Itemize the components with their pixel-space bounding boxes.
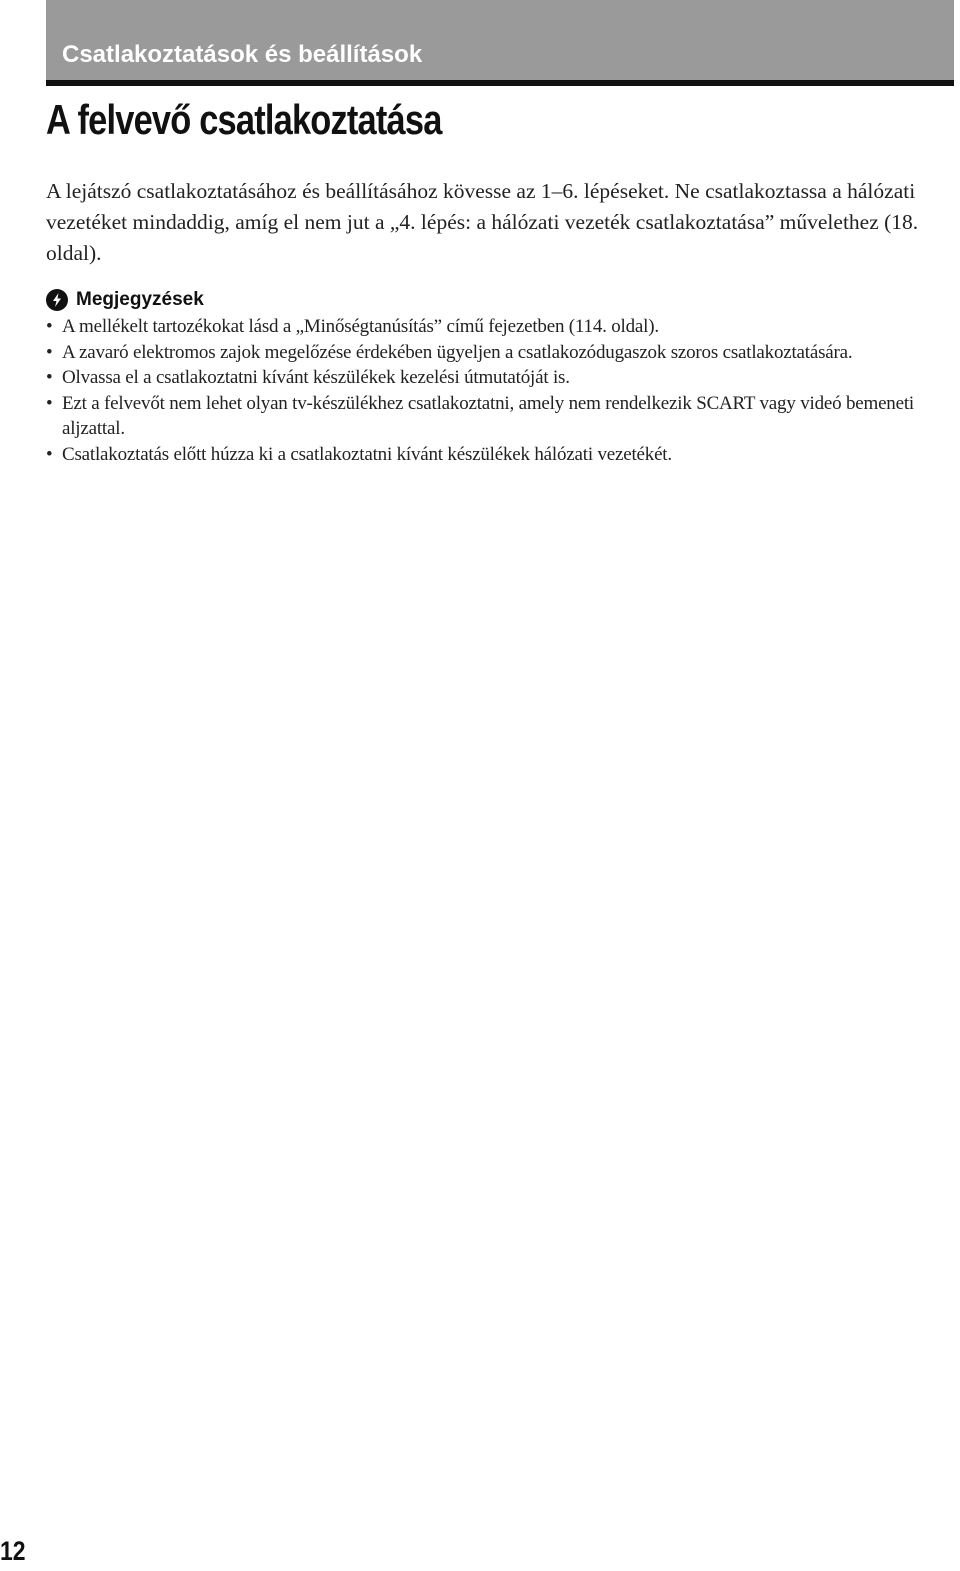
page-number: 12 <box>0 1536 26 1566</box>
list-item: • Csatlakoztatás előtt húzza ki a csatlakoztatni kívánt készülékek hálózati vezetékét. <box>46 442 958 468</box>
notes-list <box>46 314 958 467</box>
page-title: A felvevő csatlakoztatása <box>46 96 442 143</box>
notes-heading <box>46 287 204 313</box>
list-item: • Olvassa el a csatlakoztatni kívánt készülékek kezelési útmutatóját is. <box>46 365 958 391</box>
note-icon <box>46 289 68 311</box>
section-title: Csatlakoztatások és beállítások <box>62 41 423 68</box>
header-rule <box>46 80 954 86</box>
list-item: • Ezt a felvevőt nem lehet olyan tv-készülékhez csatlakoztatni, amely nem rendelkezik SCART vagy videó bemeneti aljzattal. <box>46 391 958 442</box>
list-item: • A mellékelt tartozékokat lásd a „Minőségtanúsítás” című fejezetben (114. oldal). <box>46 314 958 340</box>
intro-paragraph: A lejátszó csatlakoztatásához és beállításához kövesse az 1–6. lépéseket. Ne csatlakoztassa a hálózati vezetéket mindaddig, amíg el nem jut a „4. lépés: a hálózati vezeték csatlakoztatása” művelethez (18. oldal). <box>46 179 919 265</box>
notes-label: Megjegyzések <box>76 289 204 310</box>
list-item: • A zavaró elektromos zajok megelőzése érdekében ügyeljen a csatlakozódugaszok szoros csatlakoztatására. <box>46 340 958 366</box>
